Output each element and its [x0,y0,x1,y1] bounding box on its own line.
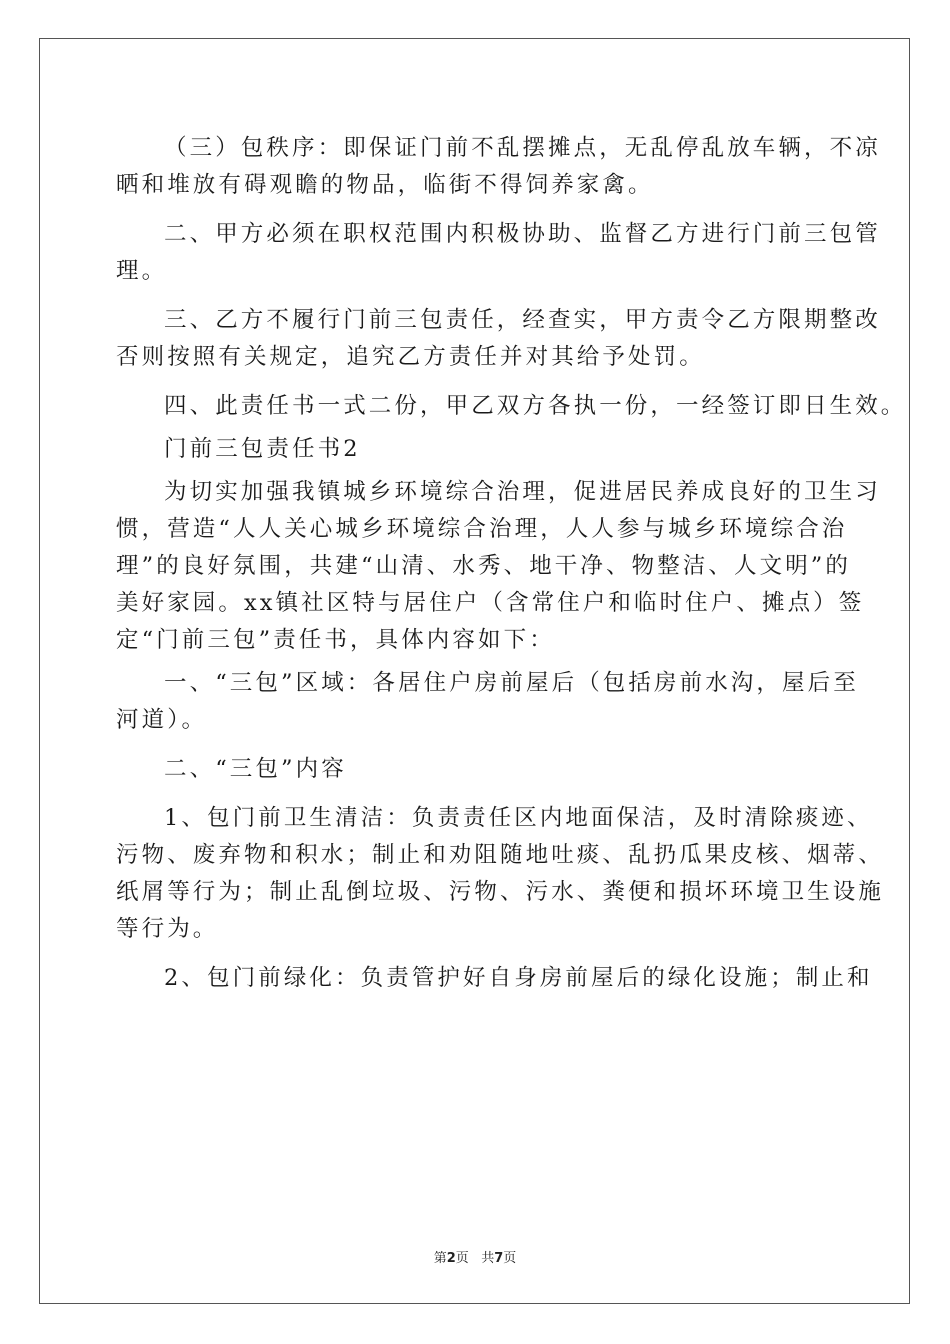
text-line: （三）包秩序：即保证门前不乱摆摊点，无乱停乱放车辆，不凉 [164,135,881,161]
text-line: 美好家园。xx镇社区特与居住户（含常住户和临时住户、摊点）签 [116,590,865,616]
page-prefix: 第 [433,1251,447,1266]
paragraph [116,665,859,739]
text-line: 惯，营造“人人关心城乡环境综合治理，人人参与城乡环境综合治 [116,516,848,542]
text-line: 理。 [116,258,168,284]
paragraph [116,130,881,204]
text-line: 二、甲方必须在职权范围内积极协助、监督乙方进行门前三包管 [164,221,881,247]
text-line: 晒和堆放有碍观瞻的物品，临街不得饲养家禽。 [116,172,654,198]
text-line: 理”的良好氛围，共建“山清、水秀、地干净、物整洁、人文明”的 [116,553,852,579]
paragraph [116,960,873,997]
paragraph [116,474,881,659]
paragraph [116,388,907,425]
total-suffix: 页 [503,1251,517,1266]
text-line: 否则按照有关规定，追究乙方责任并对其给予处罚。 [116,344,705,370]
text-line: 1、包门前卫生清洁：负责责任区内地面保洁，及时清除痰迹、 [164,805,873,831]
paragraph [116,800,885,948]
text-line: 四、此责任书一式二份，甲乙双方各执一份，一经签订即日生效。 [164,393,907,419]
text-line: 为切实加强我镇城乡环境综合治理，促进居民养成良好的卫生习 [164,479,881,505]
document-body [116,130,907,1009]
page-footer [0,1247,950,1266]
text-line: 三、乙方不履行门前三包责任，经查实，甲方责令乙方限期整改 [164,307,881,333]
text-line: 污物、废弃物和积水；制止和劝阻随地吐痰、乱扔瓜果皮核、烟蒂、 [116,842,885,868]
text-line: 2、包门前绿化：负责管护好自身房前屋后的绿化设施；制止和 [164,965,873,991]
text-line: 河道）。 [116,707,208,733]
text-line: 定“门前三包”责任书，具体内容如下： [116,627,555,653]
paragraph [116,216,881,290]
total-prefix: 共 [481,1251,495,1266]
heading-text: 门前三包责任书2 [164,436,361,462]
page-suffix: 页 [455,1251,469,1266]
text-line: 一、“三包”区域：各居住户房前屋后（包括房前水沟，屋后至 [164,670,859,696]
paragraph [116,751,838,788]
paragraph [116,302,881,376]
text-line: 二、“三包”内容 [164,756,347,782]
page-number: 2 [446,1251,456,1266]
section-heading [116,431,838,468]
text-line: 等行为。 [116,916,219,942]
total-pages: 7 [494,1251,504,1266]
text-line: 纸屑等行为；制止乱倒垃圾、污物、污水、粪便和损坏环境卫生设施 [116,879,885,905]
